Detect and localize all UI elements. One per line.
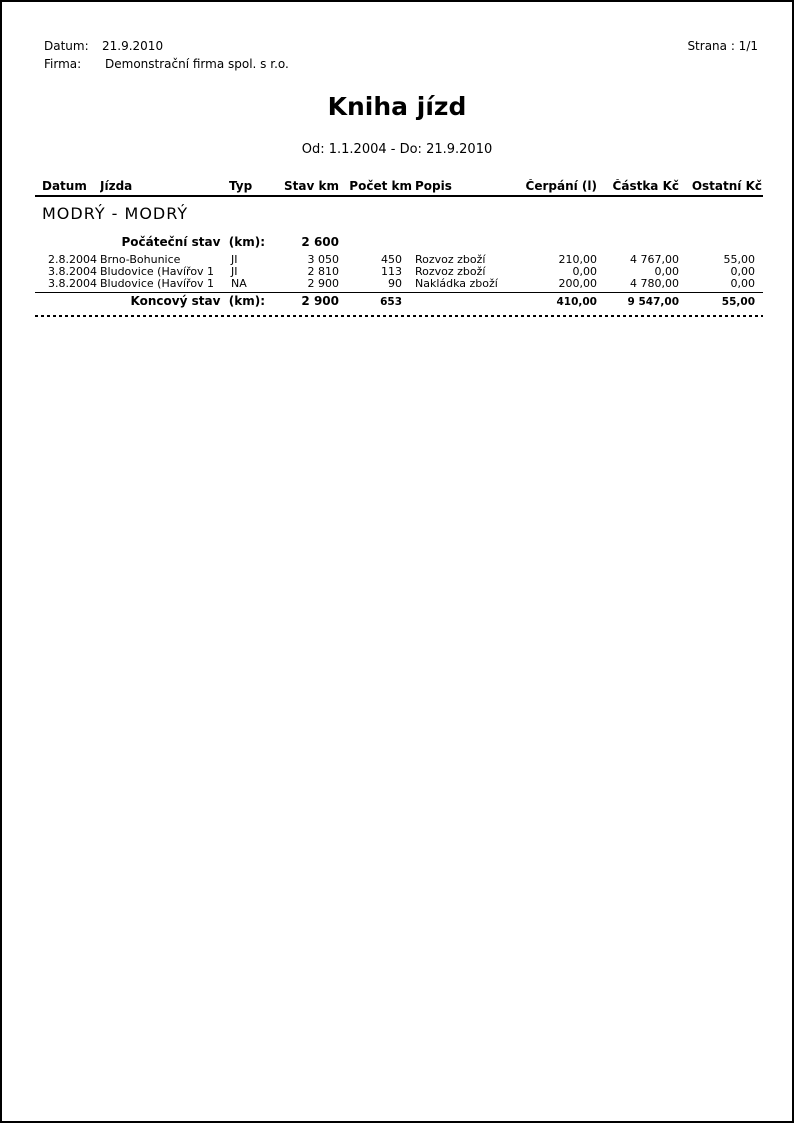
cell-stav-km: 3 050 xyxy=(307,254,339,266)
cell-cerpani: 0,00 xyxy=(572,266,597,278)
cell-datum: 2.8.2004 xyxy=(48,254,97,266)
table-row xyxy=(42,278,762,290)
cell-datum: 3.8.2004 xyxy=(48,278,97,290)
company-value: Demonstrační firma spol. s r.o. xyxy=(105,57,289,71)
date-value: 21.9.2010 xyxy=(102,39,164,53)
cell-stav-km: 2 810 xyxy=(307,266,339,278)
column-header-typ: Typ xyxy=(229,179,253,193)
header-divider-line xyxy=(35,195,763,197)
cell-popis: Rozvoz zboží xyxy=(415,266,486,278)
cell-ostatni: 0,00 xyxy=(730,278,755,290)
cell-castka: 4 767,00 xyxy=(630,254,679,266)
cell-cerpani: 210,00 xyxy=(558,254,597,266)
column-header-popis: Popis xyxy=(415,179,452,193)
cell-typ: NA xyxy=(231,278,247,290)
cell-pocet-km: 90 xyxy=(388,278,402,290)
cell-castka: 4 780,00 xyxy=(630,278,679,290)
page-number: Strana : 1/1 xyxy=(687,39,758,53)
cell-pocet-km: 113 xyxy=(381,266,402,278)
table-row xyxy=(42,266,762,278)
column-header-stav-km: Stav km xyxy=(284,179,339,193)
report-title: Kniha jízd xyxy=(327,92,467,121)
cell-jizda: Bludovice (Havířov 1 xyxy=(100,266,215,278)
column-header-castka: Částka Kč xyxy=(612,179,679,193)
table-row xyxy=(42,254,762,266)
report-date-range: Od: 1.1.2004 - Do: 21.9.2010 xyxy=(301,142,493,157)
total-pocet-km: 653 xyxy=(380,296,402,308)
total-castka: 9 547,00 xyxy=(627,296,679,308)
cell-popis: Rozvoz zboží xyxy=(415,254,486,266)
cell-ostatni: 0,00 xyxy=(730,266,755,278)
vehicle-section-title: MODRÝ - MODRÝ xyxy=(42,204,189,223)
total-cerpani: 410,00 xyxy=(556,296,597,308)
cell-jizda: Brno-Bohunice xyxy=(100,254,181,266)
cell-typ: JI xyxy=(231,266,238,278)
final-state-label: Koncový stav (km): xyxy=(130,294,265,308)
cell-pocet-km: 450 xyxy=(381,254,402,266)
initial-state-value: 2 600 xyxy=(301,235,339,249)
column-header-cerpani: Čerpání (l) xyxy=(525,179,597,193)
cell-datum: 3.8.2004 xyxy=(48,266,97,278)
initial-state-label: Počáteční stav (km): xyxy=(121,235,265,249)
cell-stav-km: 2 900 xyxy=(307,278,339,290)
cell-castka: 0,00 xyxy=(654,266,679,278)
table-header-row xyxy=(42,179,762,194)
column-header-datum: Datum xyxy=(42,179,87,193)
total-ostatni: 55,00 xyxy=(721,296,755,308)
date-label: Datum: xyxy=(44,39,89,53)
cell-cerpani: 200,00 xyxy=(558,278,597,290)
cell-popis: Nakládka zboží xyxy=(415,278,498,290)
column-header-jizda: Jízda xyxy=(100,179,133,193)
cell-ostatni: 55,00 xyxy=(723,254,755,266)
section-end-dashed-line xyxy=(35,315,763,317)
column-header-pocet-km: Počet km xyxy=(349,179,412,193)
final-stav-km: 2 900 xyxy=(301,294,339,308)
cell-typ: JI xyxy=(231,254,238,266)
column-header-ostatni: Ostatní Kč xyxy=(691,179,762,193)
initial-state-row xyxy=(42,235,762,250)
summary-divider-line xyxy=(35,292,763,293)
cell-jizda: Bludovice (Havířov 1 xyxy=(100,278,215,290)
final-state-row xyxy=(42,294,762,310)
company-label: Firma: xyxy=(44,57,82,71)
